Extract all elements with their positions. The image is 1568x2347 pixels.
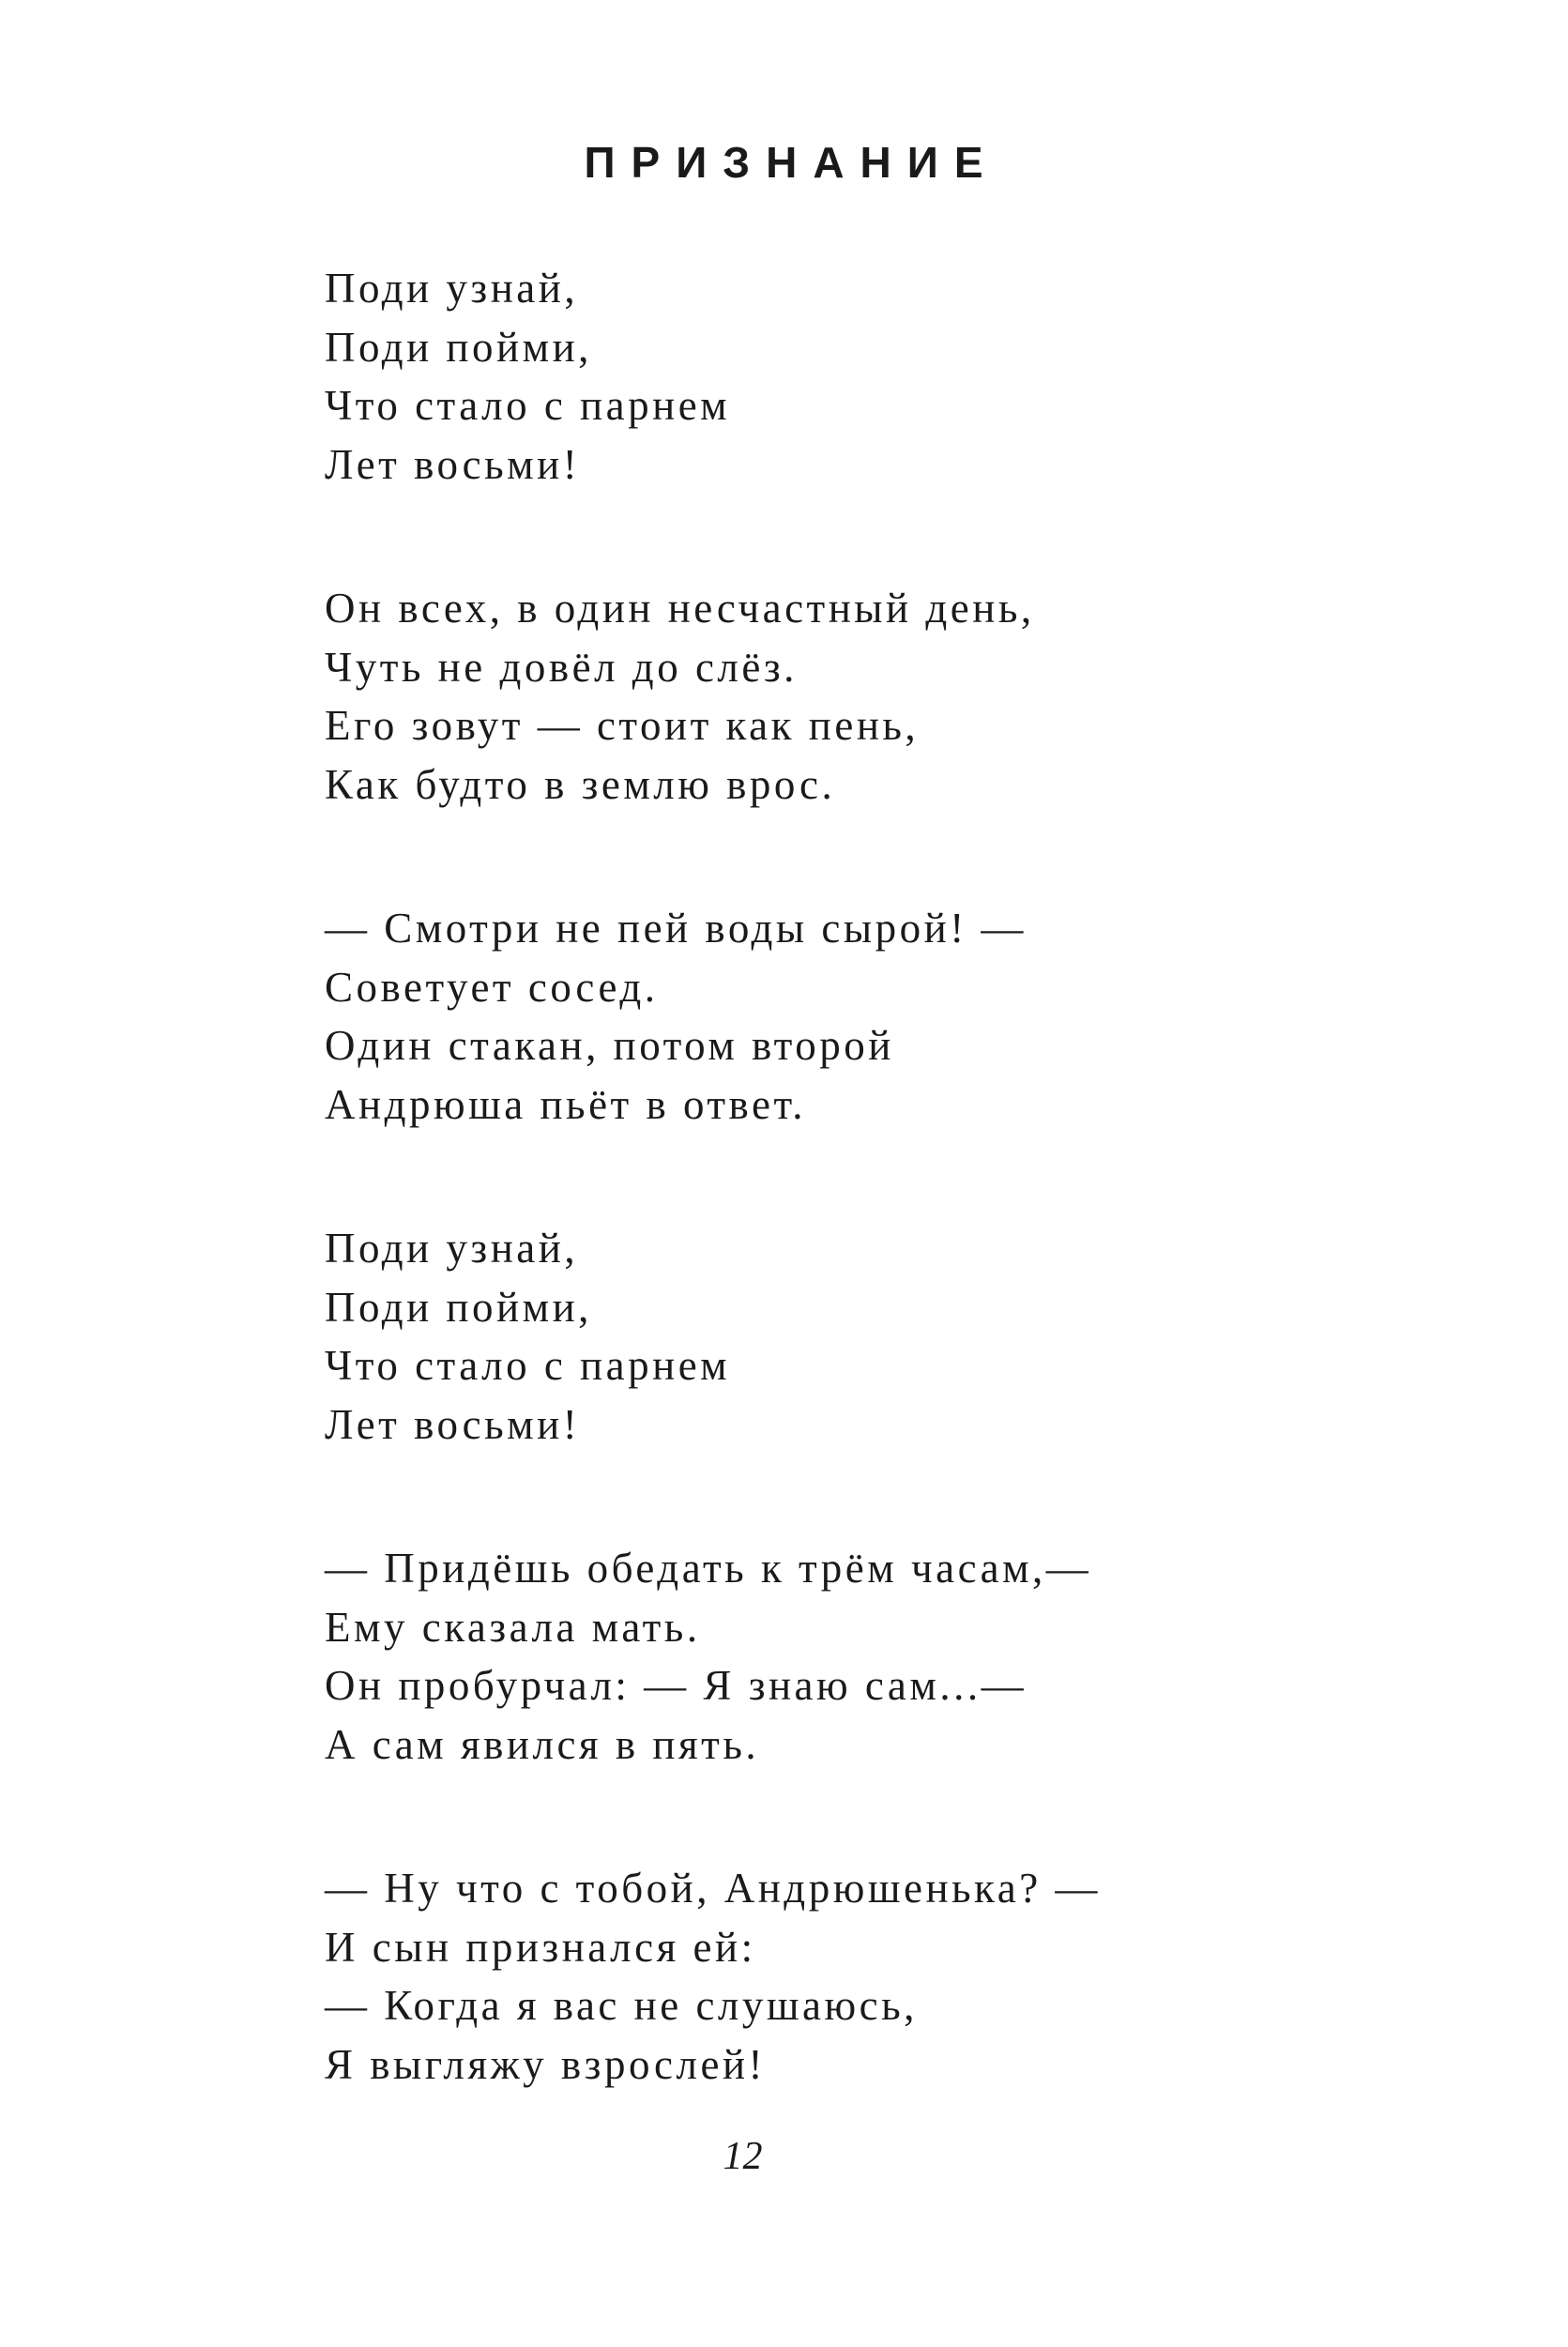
stanza xyxy=(325,259,1263,494)
poem-body xyxy=(325,259,1263,2094)
poem-line: Поди пойми, xyxy=(325,323,592,371)
poem-line: Чуть не довёл до слёз. xyxy=(325,643,798,691)
poem-line: — Смотри не пей воды сырой! — xyxy=(325,905,1027,952)
stanza xyxy=(325,1219,1263,1454)
stanza xyxy=(325,1539,1263,1774)
poem-line: Лет восьми! xyxy=(325,1400,581,1448)
poem-line: Один стакан, потом второй xyxy=(325,1022,894,1069)
poem-title: ПРИЗНАНИЕ xyxy=(584,138,999,187)
stanza xyxy=(325,899,1263,1134)
poem-line: Что стало с парнем xyxy=(325,1342,731,1389)
stanza xyxy=(325,579,1263,814)
poem-line: Он всех, в один несчастный день, xyxy=(325,585,1035,632)
poem-line: Я выгляжу взрослей! xyxy=(325,2040,767,2088)
poem-line: Что стало с парнем xyxy=(325,382,731,429)
poem-line: Его зовут — стоит как пень, xyxy=(325,702,920,749)
poem-line: И сын признался ей: xyxy=(325,1923,756,1971)
poem-line: Поди узнай, xyxy=(325,265,579,312)
poem-line: Андрюша пьёт в ответ. xyxy=(325,1080,807,1128)
poem-line: Лет восьми! xyxy=(325,440,581,488)
poem-line: — Ну что с тобой, Андрюшенька? — xyxy=(325,1865,1101,1912)
page-number: 12 xyxy=(723,2135,763,2178)
poem-line: Поди узнай, xyxy=(325,1225,579,1272)
poem-line: — Придёшь обедать к трём часам,— xyxy=(325,1545,1092,1592)
poem-line: Поди пойми, xyxy=(325,1283,592,1331)
stanza xyxy=(325,1859,1263,2094)
poem-line: — Когда я вас не слушаюсь, xyxy=(325,1982,918,2029)
poem-line: А сам явился в пять. xyxy=(325,1720,760,1768)
poem-line: Он пробурчал: — Я знаю сам...— xyxy=(325,1662,1028,1709)
poem-line: Ему сказала мать. xyxy=(325,1603,701,1651)
poem-line: Советует сосед. xyxy=(325,963,659,1011)
poem-line: Как будто в землю врос. xyxy=(325,760,836,808)
